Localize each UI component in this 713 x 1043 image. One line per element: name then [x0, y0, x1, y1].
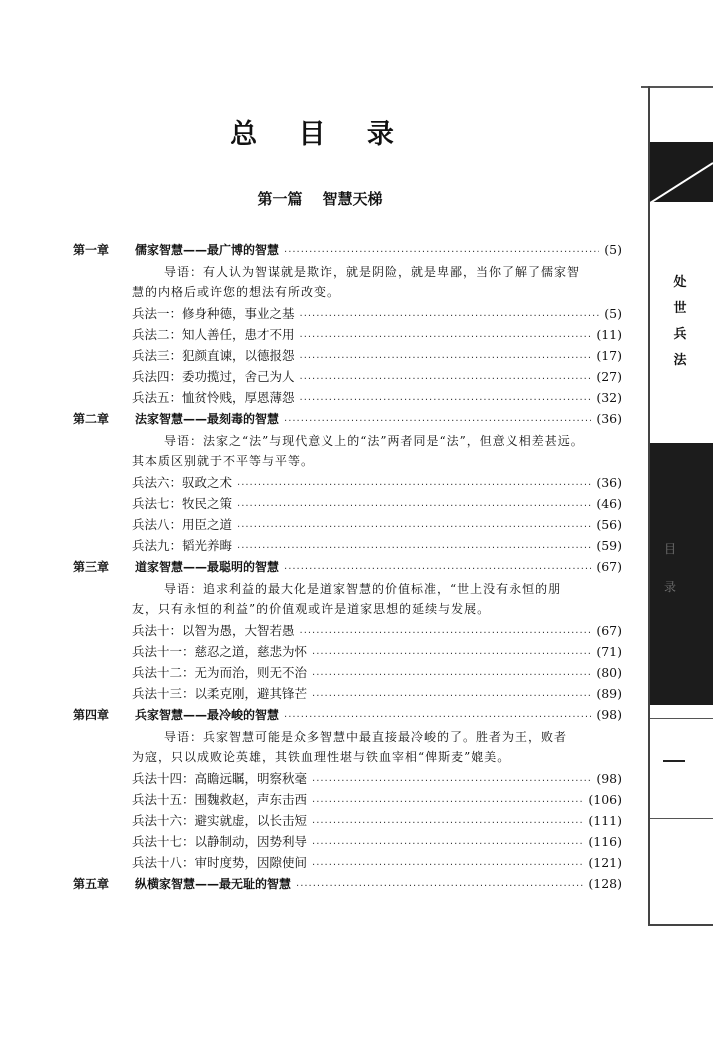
- sidebar-divider: [650, 818, 713, 819]
- leader-dots: [312, 648, 591, 662]
- part-name: 智慧天梯: [322, 190, 383, 208]
- page-number: (121): [588, 855, 622, 870]
- leader-dots: [296, 880, 583, 894]
- toc-section-row[interactable]: [132, 642, 622, 662]
- section-char: 目: [663, 542, 676, 556]
- section-title: 兵法十六：避实就虚，以长击短: [132, 813, 308, 828]
- page-number: (46): [596, 496, 622, 511]
- leader-dots: [300, 627, 592, 641]
- toc-section-row[interactable]: [132, 811, 622, 831]
- guide-line: 导语：兵家智慧可能是众多智慧中最直接最冷峻的了。胜者为王，败者: [164, 730, 568, 744]
- toc-section-row[interactable]: [132, 367, 622, 387]
- toc-section-row[interactable]: [132, 473, 622, 493]
- leader-dots: [284, 246, 599, 260]
- chapter-title: 纵横家智慧——最无耻的智慧: [135, 877, 292, 891]
- page-title: 总 目 录: [230, 119, 410, 150]
- book-title-char: 处: [673, 275, 687, 290]
- section-title: 兵法一：修身种德，事业之基: [132, 306, 295, 321]
- leader-dots: [237, 542, 591, 556]
- leader-dots: [312, 796, 583, 810]
- chapter-title: 兵家智慧——最冷峻的智慧: [135, 708, 280, 722]
- toc-section-row[interactable]: [132, 684, 622, 704]
- page-number: (36): [596, 475, 622, 490]
- page-number: (106): [588, 792, 622, 807]
- book-title-char: 法: [673, 353, 687, 368]
- chapter-guide-text: [132, 579, 622, 619]
- section-title: 兵法十一：慈忍之道，慈悲为怀: [132, 644, 308, 659]
- toc-section-row[interactable]: [132, 790, 622, 810]
- guide-line: 导语：追求利益的最大化是道家智慧的价值标准，“世上没有永恒的朋: [164, 582, 562, 596]
- toc-chapter-row[interactable]: [73, 874, 622, 894]
- section-title: 兵法十七：以静制动，因势利导: [132, 834, 308, 849]
- section-title: 兵法六：驭政之术: [132, 475, 233, 490]
- guide-line: 慧的内格后或许您的想法有所改变。: [132, 285, 341, 299]
- toc-section-row[interactable]: [132, 853, 622, 873]
- leader-dots: [237, 521, 591, 535]
- leader-dots: [312, 690, 591, 704]
- page-number: (5): [604, 306, 622, 321]
- book-title-char: 世: [673, 301, 687, 316]
- toc-section-row[interactable]: [132, 663, 622, 683]
- part-title: [0, 188, 640, 209]
- page-number: (71): [596, 644, 622, 659]
- chapter-title: 儒家智慧——最广博的智慧: [135, 243, 280, 257]
- page-number: (67): [596, 623, 622, 638]
- leader-dots: [312, 817, 583, 831]
- section-title: 兵法五：恤贫怜贱，厚恩薄怨: [132, 390, 295, 405]
- chapter-number: 第二章: [73, 412, 110, 426]
- page-number: (128): [588, 876, 622, 891]
- toc-chapter-row[interactable]: [73, 240, 622, 260]
- leader-dots: [312, 859, 583, 873]
- leader-dots: [300, 373, 592, 387]
- section-title: 兵法十三：以柔克刚，避其锋芒: [132, 686, 308, 701]
- section-title: 兵法十五：围魏救赵，声东击西: [132, 792, 308, 807]
- toc-section-row[interactable]: [132, 346, 622, 366]
- page-number: (27): [596, 369, 622, 384]
- section-title: 兵法十八：审时度势，因隙使间: [132, 855, 308, 870]
- section-title: 兵法三：犯颜直谏，以德报怨: [132, 348, 295, 363]
- chapter-title: 法家智慧——最刻毒的智慧: [135, 412, 280, 426]
- page-number: (80): [596, 665, 622, 680]
- toc-section-row[interactable]: [132, 832, 622, 852]
- chapter-title: 道家智慧——最聪明的智慧: [135, 560, 280, 574]
- page-number: (98): [596, 771, 622, 786]
- page-number: (111): [588, 813, 622, 828]
- sidebar-section-label: [660, 530, 680, 606]
- chapter-number: 第五章: [73, 877, 110, 891]
- guide-line: 其本质区别就于不平等与平等。: [132, 454, 315, 468]
- page-number: (67): [596, 559, 622, 574]
- part-label: 第一篇: [257, 190, 303, 208]
- page-number: (17): [596, 348, 622, 363]
- leader-dots: [312, 775, 591, 789]
- page-number: (59): [596, 538, 622, 553]
- page-number: (36): [596, 411, 622, 426]
- toc-section-row[interactable]: [132, 536, 622, 556]
- section-title: 兵法八：用臣之道: [132, 517, 233, 532]
- sidebar-book-title: [668, 270, 692, 374]
- page-number: (89): [596, 686, 622, 701]
- toc-section-row[interactable]: [132, 494, 622, 514]
- page-number: (56): [596, 517, 622, 532]
- page-number: (5): [604, 242, 622, 257]
- sidebar-slash-decoration: [650, 135, 713, 205]
- toc-section-row[interactable]: [132, 304, 622, 324]
- toc-section-row[interactable]: [132, 325, 622, 345]
- toc-chapter-row[interactable]: [73, 557, 622, 577]
- page-number: (98): [596, 707, 622, 722]
- leader-dots: [284, 563, 591, 577]
- leader-dots: [237, 500, 591, 514]
- toc-section-row[interactable]: [132, 388, 622, 408]
- chapter-guide-text: [132, 431, 622, 471]
- guide-line: 为寇，只以成败论英雄，其铁血理性堪与铁血宰相“俾斯麦”媲美。: [132, 750, 511, 764]
- toc-section-row[interactable]: [132, 515, 622, 535]
- leader-dots: [284, 711, 591, 725]
- chapter-guide-text: [132, 727, 622, 767]
- leader-dots: [312, 838, 583, 852]
- section-title: 兵法十二：无为而治，则无不治: [132, 665, 308, 680]
- chapter-guide-text: [132, 262, 622, 302]
- page-number: (116): [588, 834, 622, 849]
- toc-section-row[interactable]: [132, 769, 622, 789]
- chapter-number: 第三章: [73, 560, 110, 574]
- leader-dots: [312, 669, 591, 683]
- section-title: 兵法四：委功揽过，舍己为人: [132, 369, 295, 384]
- leader-dots: [284, 415, 591, 429]
- section-title: 兵法十：以智为愚，大智若愚: [132, 623, 295, 638]
- section-char: 录: [663, 580, 676, 594]
- toc-section-row[interactable]: [132, 621, 622, 641]
- leader-dots: [300, 394, 592, 408]
- book-title-char: 兵: [673, 327, 687, 342]
- section-title: 兵法十四：高瞻远瞩，明察秋毫: [132, 771, 308, 786]
- toc-chapter-row[interactable]: [73, 705, 622, 725]
- sidebar-divider: [650, 718, 713, 719]
- section-title: 兵法七：牧民之策: [132, 496, 233, 511]
- leader-dots: [300, 331, 592, 345]
- guide-line: 友，只有永恒的利益”的价值观或许是道家思想的延续与发展。: [132, 602, 491, 616]
- toc-chapter-row[interactable]: [73, 409, 622, 429]
- guide-line: 导语：法家之“法”与现代意义上的“法”两者同是“法”，但意义相差甚远。: [164, 434, 584, 448]
- chapter-number: 第四章: [73, 708, 110, 722]
- page-number: (11): [596, 327, 622, 342]
- chapter-number: 第一章: [73, 243, 110, 257]
- sidebar-page-mark: [663, 760, 685, 762]
- guide-line: 导语：有人认为智谋就是欺诈，就是阴险，就是卑鄙，当你了解了儒家智: [164, 265, 581, 279]
- leader-dots: [300, 352, 592, 366]
- leader-dots: [237, 479, 591, 493]
- leader-dots: [300, 310, 600, 324]
- section-title: 兵法九：韬光养晦: [132, 538, 233, 553]
- page-number: (32): [596, 390, 622, 405]
- section-title: 兵法二：知人善任，患才不用: [132, 327, 295, 342]
